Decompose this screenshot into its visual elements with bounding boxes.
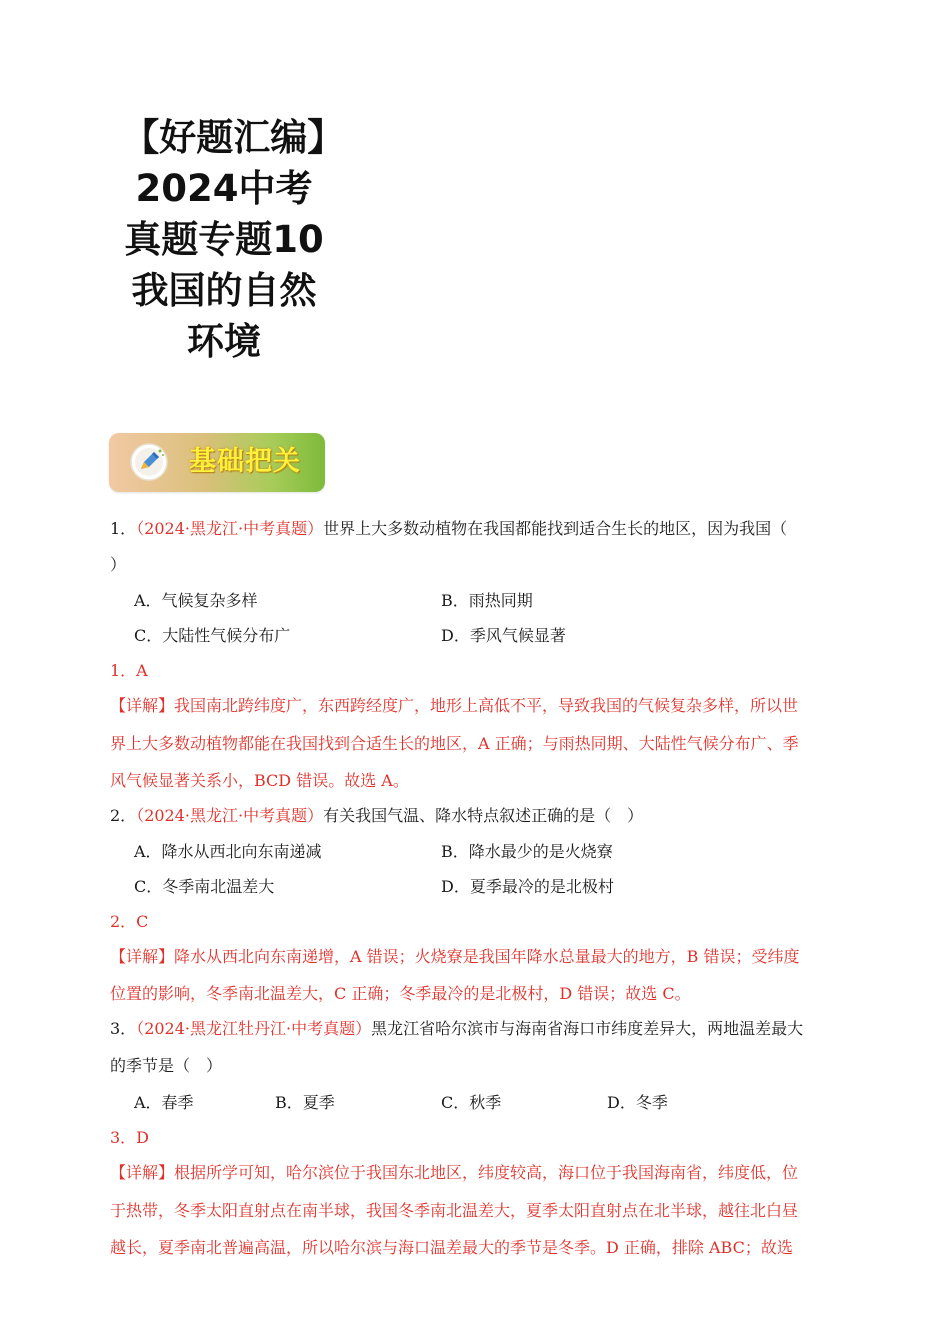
question-text: 有关我国气温、降水特点叙述正确的是（ ） (323, 806, 644, 825)
question-1-stem-cont: ） (110, 555, 127, 574)
q1-option-d: D．季风气候显著 (441, 626, 566, 645)
q2-answer: 2．C (110, 912, 149, 931)
q1-explanation-2: 界上大多数动植物都能在我国找到合适生长的地区，A 正确；与雨热同期、大陆性气候分布广、季 (110, 734, 799, 753)
q1-option-c: C．大陆性气候分布广 (134, 626, 291, 645)
q1-option-b: B．雨热同期 (441, 591, 533, 610)
document-title: 【好题汇编】2024中考真题专题10我国的自然环境 (122, 116, 326, 363)
q1-answer: 1．A (110, 661, 148, 680)
question-number: 2． (110, 806, 137, 825)
q3-option-a: A．春季 (134, 1093, 194, 1112)
question-number: 1． (110, 519, 137, 538)
q2-explanation-1: 【详解】降水从西北向东南递增，A 错误；火烧寮是我国年降水总量最大的地方，B 错误；受纬度 (110, 947, 800, 966)
question-text: 黑龙江省哈尔滨市与海南省海口市纬度差异大，两地温差最大 (371, 1019, 804, 1038)
q2-option-d: D．夏季最冷的是北极村 (441, 877, 614, 896)
question-number: 3． (110, 1019, 137, 1038)
question-2-stem (110, 804, 840, 828)
q2-option-a: A．降水从西北向东南递减 (134, 842, 322, 861)
question-3-stem-cont: 的季节是（ ） (110, 1056, 223, 1075)
q3-explanation-2: 于热带，冬季太阳直射点在南半球，我国冬季南北温差大，夏季太阳直射点在北半球，越往北白昼 (110, 1201, 799, 1220)
q3-option-d: D．冬季 (607, 1093, 668, 1112)
q3-explanation-3: 越长，夏季南北普遍高温，所以哈尔滨与海口温差最大的季节是冬季。D 正确，排除 ABC；故选 (110, 1238, 793, 1257)
q2-option-c: C．冬季南北温差大 (134, 877, 275, 896)
q1-explanation-3: 风气候显著关系小，BCD 错误。故选 A。 (110, 771, 409, 790)
pen-icon (129, 442, 169, 482)
q2-explanation-2: 位置的影响，冬季南北温差大，C 正确；冬季最冷的是北极村，D 错误；故选 C。 (110, 984, 691, 1003)
question-1-stem (110, 517, 840, 541)
q3-option-b: B．夏季 (275, 1093, 335, 1112)
section-label: 基础把关 (189, 446, 301, 477)
question-source: （2024·黑龙江·中考真题） (136, 519, 324, 538)
question-text: 世界上大多数动植物在我国都能找到适合生长的地区，因为我国（ (323, 519, 788, 538)
q1-explanation-1: 【详解】我国南北跨纬度广，东西跨经度广，地形上高低不平，导致我国的气候复杂多样，所以世 (110, 696, 799, 715)
question-3-stem (110, 1017, 840, 1041)
section-badge (109, 433, 325, 492)
q1-option-a: A．气候复杂多样 (134, 591, 258, 610)
q2-option-b: B．降水最少的是火烧寮 (441, 842, 613, 861)
question-source: （2024·黑龙江·中考真题） (136, 806, 324, 825)
q3-explanation-1: 【详解】根据所学可知，哈尔滨位于我国东北地区，纬度较高，海口位于我国海南省，纬度低，位 (110, 1163, 799, 1182)
q3-option-c: C．秋季 (441, 1093, 502, 1112)
question-source: （2024·黑龙江牡丹江·中考真题） (136, 1019, 372, 1038)
q3-answer: 3．D (110, 1128, 150, 1147)
